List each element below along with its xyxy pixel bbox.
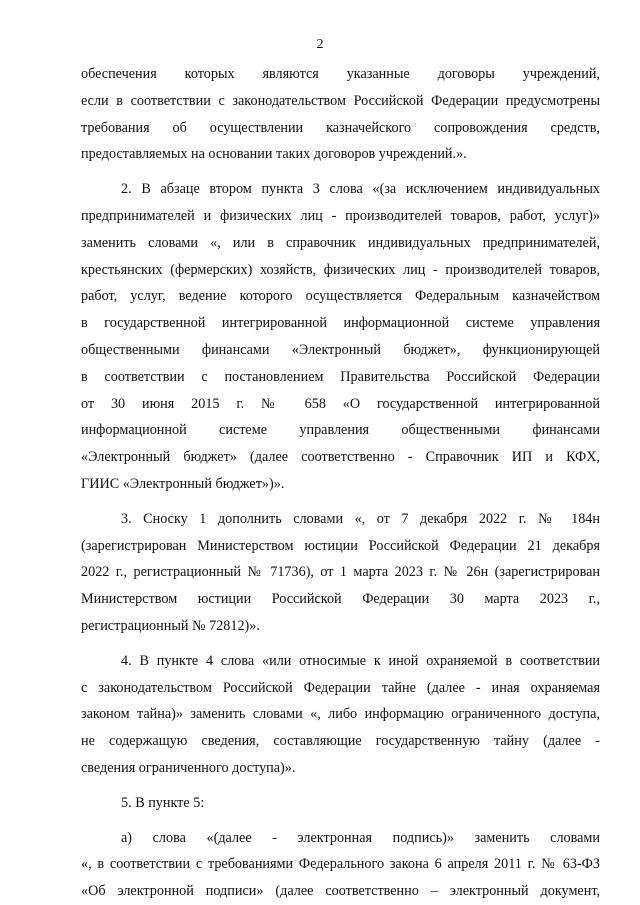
text-line: законом тайна)» заменить словами «, либо информацию ограниченного доступа, xyxy=(81,706,600,723)
text-line: обеспечения которых являются указанные договоры учреждений, xyxy=(81,66,600,82)
text-line: предпринимателей и физических лиц - производителей товаров, работ, услуг)» xyxy=(81,207,600,224)
text-line: в соответствии с постановлением Правительства Российской Федерации xyxy=(81,368,600,385)
text-line: сведения ограниченного доступа)». xyxy=(81,759,296,776)
page-number: 2 xyxy=(316,37,324,52)
text-line: «, в соответствии с требованиями Федерального закона 6 апреля 2011 г. № 63-ФЗ xyxy=(81,856,600,873)
text-line: регистрационный № 72812)». xyxy=(81,617,260,634)
text-line: а) слова «(далее - электронная подпись)» заменить словами xyxy=(121,829,600,846)
text-line: (зарегистрирован Министерством юстиции Российской Федерации 21 декабря xyxy=(81,537,600,554)
text-line: работ, услуг, ведение которого осуществляется Федеральным казначейством xyxy=(81,288,600,305)
paragraph-item-4 xyxy=(81,648,600,782)
text-line: 4. В пункте 4 слова «или относимые к иной охраняемой в соответствии xyxy=(121,652,600,669)
text-line: общественными финансами «Электронный бюджет», функционирующей xyxy=(81,341,600,358)
text-line: крестьянских (фермерских) хозяйств, физических лиц - производителей товаров, xyxy=(81,261,600,278)
text-line: Министерством юстиции Российской Федерации 30 марта 2023 г., xyxy=(81,591,600,608)
text-line: информационной системе управления общественными финансами xyxy=(81,422,600,439)
text-line: «Об электронной подписи» (далее соответственно – электронный документ, xyxy=(81,883,600,900)
paragraph-item-5 xyxy=(81,790,600,817)
text-line: если в соответствии с законодательством Российской Федерации предусмотрены xyxy=(81,92,600,109)
paragraph-continuation xyxy=(81,61,600,168)
text-line: 2. В абзаце втором пункта 3 слова «(за исключением индивидуальных xyxy=(121,181,600,198)
text-line: от 30 июня 2015 г. № 658 «О государственной интегрированной xyxy=(81,395,600,412)
paragraph-item-2 xyxy=(81,176,600,498)
text-line: не содержащую сведения, составляющие государственную тайну (далее - xyxy=(81,733,600,750)
document-body xyxy=(81,61,600,905)
paragraph-subitem-a xyxy=(81,825,600,905)
text-line: в государственной интегрированной информационной системе управления xyxy=(81,315,600,332)
text-line: 2022 г., регистрационный № 71736), от 1 марта 2023 г. № 26н (зарегистрирован xyxy=(81,564,600,581)
text-line: «Электронный бюджет» (далее соответственно - Справочник ИП и КФХ, xyxy=(81,449,600,466)
text-line: ГИИС «Электронный бюджет»)». xyxy=(81,475,285,492)
text-line: 5. В пункте 5: xyxy=(121,794,205,811)
text-line: с законодательством Российской Федерации тайне (далее - иная охраняемая xyxy=(81,679,600,696)
text-line: 3. Сноску 1 дополнить словами «, от 7 декабря 2022 г. № 184н xyxy=(121,510,600,527)
text-line: заменить словами «, или в справочник индивидуальных предпринимателей, xyxy=(81,234,600,251)
text-line: требования об осуществлении казначейского сопровождения средств, xyxy=(81,119,600,136)
text-line: предоставляемых на основании таких договоров учреждений.». xyxy=(81,146,467,163)
paragraph-item-3 xyxy=(81,506,600,640)
